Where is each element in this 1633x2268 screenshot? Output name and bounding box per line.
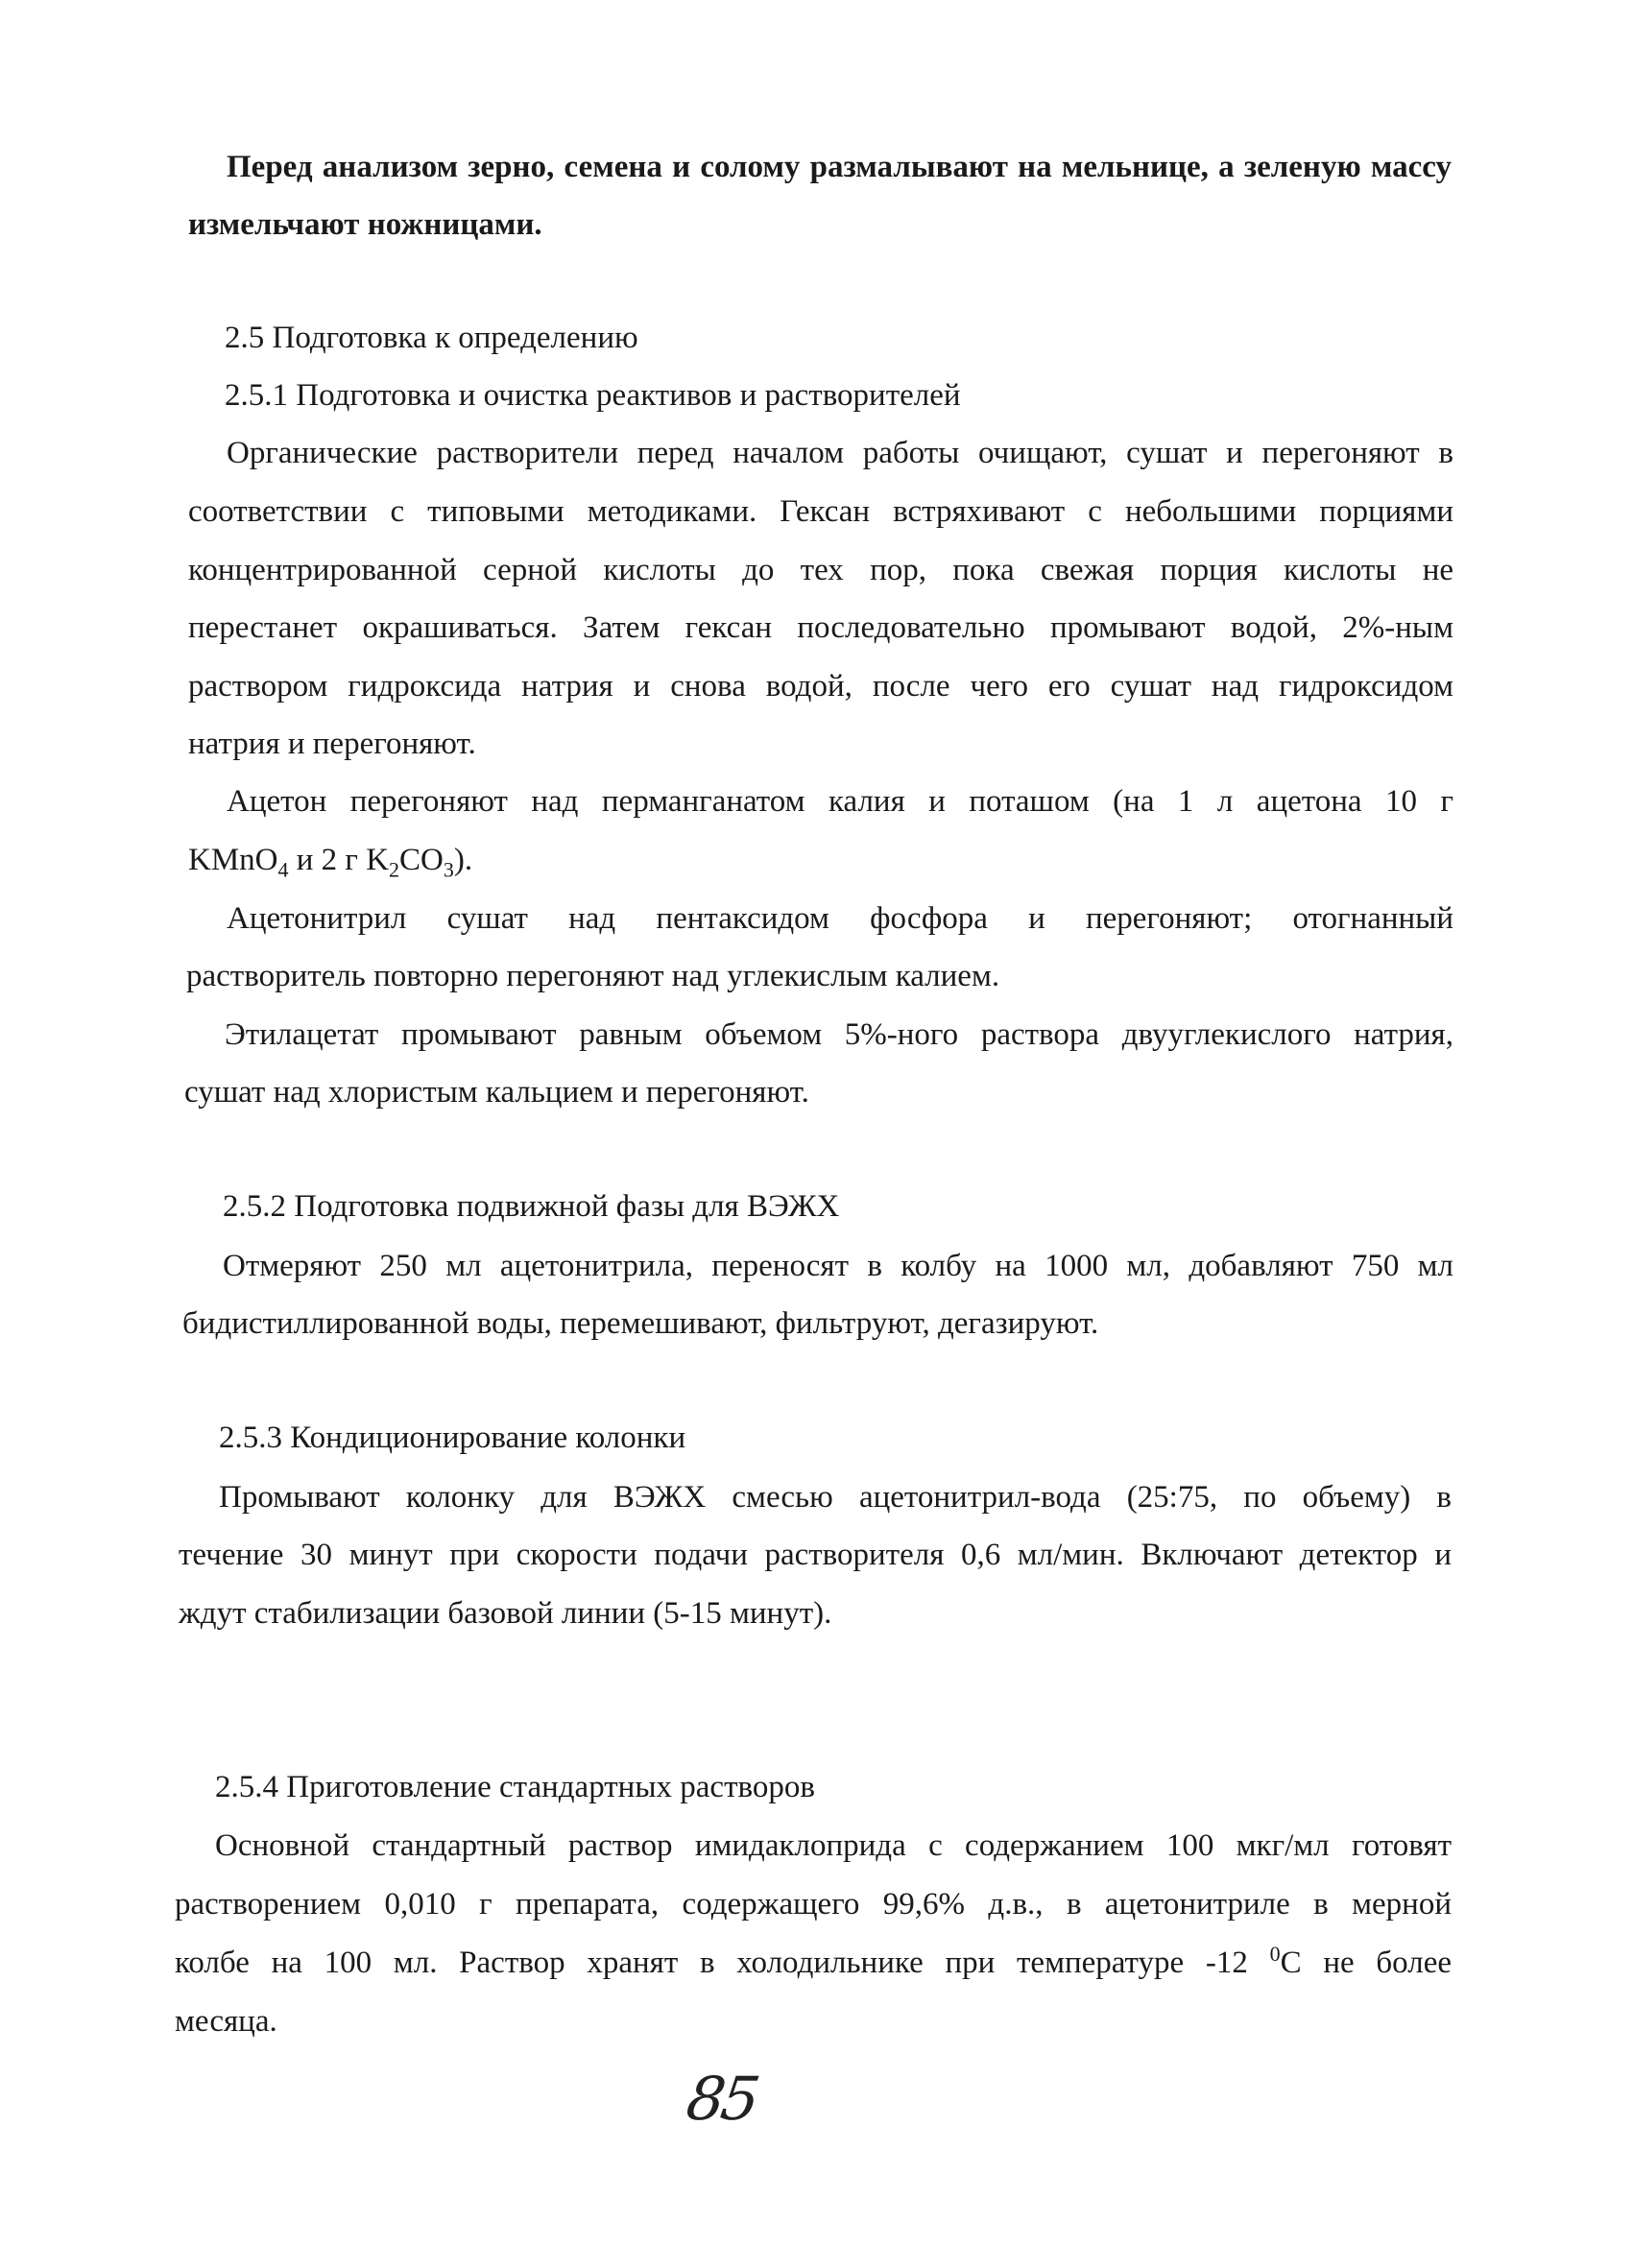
s254-p1-line-3: [175, 1944, 1452, 1982]
degree-superscript: 0: [1269, 1942, 1281, 1966]
s253-p1-line-3: ждут стабилизации базовой линии (5-15 минут).: [179, 1596, 832, 1631]
s251-p4-line-2: сушат над хлористым кальцием и перегоняют.: [184, 1075, 809, 1110]
s251-p3-line-1: Ацетонитрил сушат над пентаксидом фосфора и перегоняют; отогнанный: [227, 901, 1453, 936]
formula-connector: и 2 г K: [288, 843, 390, 877]
storage-text: колбе на 100 мл. Раствор хранят в холодильнике при температуре -12: [175, 1946, 1270, 1980]
k2co3-subscript-2: 2: [389, 857, 400, 882]
section-2-5-4-title: 2.5.4 Приготовление стандартных растворов: [215, 1770, 815, 1804]
s253-p1-line-2: течение 30 минут при скорости подачи растворителя 0,6 мл/мин. Включают детектор и: [179, 1538, 1452, 1572]
s251-p1-line-5: раствором гидроксида натрия и снова водой, после чего его сушат над гидроксидом: [188, 669, 1453, 704]
s251-p1-line-4: перестанет окрашиваться. Затем гексан последовательно промывают водой, 2%-ным: [188, 610, 1453, 645]
s251-p2-line-1: Ацетон перегоняют над перманганатом калия и поташом (на 1 л ацетона 10 г: [227, 784, 1453, 819]
s252-p1-line-1: Отмеряют 250 мл ацетонитрила, переносят в колбу на 1000 мл, добавляют 750 мл: [223, 1249, 1453, 1283]
s254-p1-line-2: растворением 0,010 г препарата, содержащего 99,6% д.в., в ацетонитриле в мерной: [175, 1887, 1452, 1922]
section-2-5-2-title: 2.5.2 Подготовка подвижной фазы для ВЭЖХ: [223, 1189, 840, 1224]
k2co3-co: CO: [399, 843, 444, 877]
s251-p1-line-3: концентрированной серной кислоты до тех пор, пока свежая порция кислоты не: [188, 553, 1453, 587]
formula-end: ).: [453, 843, 473, 877]
s251-p1-line-6: натрия и перегоняют.: [188, 727, 476, 761]
s251-p1-line-2: соответствии с типовыми методиками. Гексан встряхивают с небольшими порциями: [188, 494, 1453, 529]
intro-line-2: измельчают ножницами.: [188, 207, 542, 242]
kmno4-formula: KMnO: [188, 843, 278, 877]
section-2-5-title: 2.5 Подготовка к определению: [225, 321, 638, 355]
section-2-5-1-title: 2.5.1 Подготовка и очистка реактивов и растворителей: [225, 378, 961, 413]
s251-p2-line-2: [188, 841, 473, 882]
s251-p4-line-1: Этилацетат промывают равным объемом 5%-ного раствора двууглекислого натрия,: [225, 1017, 1453, 1052]
s251-p1-line-1: Органические растворители перед началом работы очищают, сушат и перегоняют в: [227, 436, 1453, 470]
storage-text-end: С не более: [1280, 1946, 1453, 1980]
kmno4-subscript: 4: [277, 857, 289, 882]
page-number: 85: [682, 2064, 761, 2134]
intro-line-1: Перед анализом зерно, семена и солому размалывают на мельнице, а зеленую массу: [227, 150, 1452, 184]
s252-p1-line-2: бидистиллированной воды, перемешивают, фильтруют, дегазируют.: [182, 1306, 1099, 1341]
s254-p1-line-1: Основной стандартный раствор имидаклоприда с содержанием 100 мкг/мл готовят: [215, 1828, 1452, 1863]
k2co3-subscript-3: 3: [443, 857, 454, 882]
s253-p1-line-1: Промывают колонку для ВЭЖХ смесью ацетонитрил-вода (25:75, по объему) в: [219, 1480, 1452, 1515]
s251-p3-line-2: растворитель повторно перегоняют над углекислым калием.: [186, 959, 1000, 993]
s254-p1-line-4: месяца.: [175, 2004, 277, 2039]
section-2-5-3-title: 2.5.3 Кондиционирование колонки: [219, 1420, 686, 1455]
